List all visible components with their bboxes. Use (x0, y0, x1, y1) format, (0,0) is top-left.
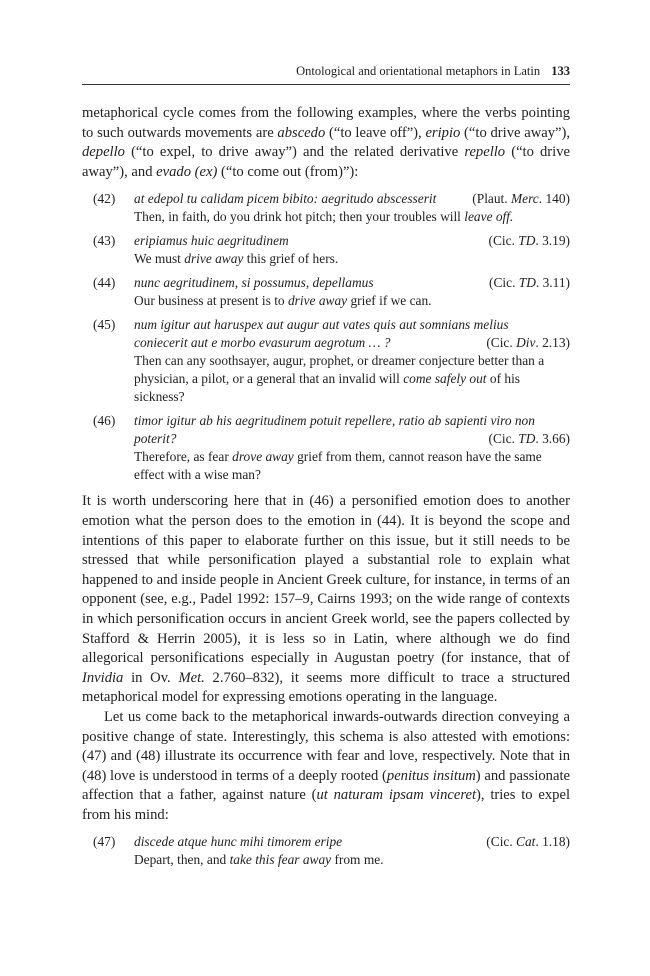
translation: Depart, then, and take this fear away from me. (134, 852, 384, 868)
example-46 (82, 412, 570, 484)
text-run: (“to drive away”), (460, 124, 570, 141)
latin-quote: nunc aegritudinem, si possumus, depellamus (134, 275, 374, 291)
example-47 (82, 833, 570, 869)
example-43 (82, 232, 570, 268)
latin-term: eripio (425, 124, 461, 141)
latin-term: depello (82, 144, 125, 161)
example-number: (42) (93, 191, 116, 207)
translation: We must drive away this grief of hers. (134, 251, 339, 267)
citation: (Cic. TD. 3.19) (488, 233, 570, 249)
latin-term: repello (464, 144, 506, 161)
latin-term: abscedo (277, 124, 326, 141)
text-run: ) and passionate affection that a father, against nature ( (82, 767, 570, 804)
text-run: metaphorical cycle comes from the following examples, where the verbs pointing to such outwards movements are (82, 105, 570, 141)
latin-term: evado (ex) (156, 163, 218, 180)
example-number: (45) (93, 317, 116, 333)
page-body (82, 104, 570, 875)
translation: Our business at present is to drive away grief if we can. (134, 293, 432, 309)
text-run: (“to come out (from)”): (217, 163, 359, 180)
latin-quote: at edepol tu calidam picem bibito: aegritudo abscesserit (134, 191, 437, 207)
latin-term: Met. (178, 669, 205, 686)
example-45 (82, 316, 570, 406)
text-run: Let us come back to the metaphorical inwards-outwards direction conveying a positive change of state. Interestingly, this schema is also attested with emotions: (47) and (48) illustrate its occurrence with fear and love, respectively. Note that in (48) love is understood in terms of a deeply rooted ( (82, 708, 570, 784)
text-run: 2.760–832), it seems more difficult to trace a structured metaphorical model for expressing emotions operating in the language. (82, 669, 570, 706)
text-run: ), tries to expel from his mind: (82, 787, 570, 823)
latin-quote: coniecerit aut e morbo evasurum aegrotum … ? (134, 335, 391, 351)
latin-term: Invidia (82, 669, 124, 686)
text-run: (“to leave off”), (325, 124, 426, 141)
body-paragraph-3 (82, 708, 570, 826)
latin-quote: poterit? (134, 431, 177, 447)
text-run: It is worth underscoring here that in (46) a personified emotion does to another emotion what the person does to the emotion in (44). It is beyond the scope and intentions of this paper to elaborate further on this issue, but it still needs to be stressed that while personification played a substantial role to explain what happened to and inside people in Ancient Greek culture, for instance, in terms of an opponent (see, e.g., Padel 1992: 157–9, Cairns 1993; on the wide range of contexts in which personification occurs in ancient Greek world, see the papers collected by Stafford & Herrin 2005), it is less so in Latin, where although we do find allegorical personifications especially in Augustan poetry (for instance, that of (82, 493, 570, 667)
latin-quote-line: timor igitur ab his aegritudinem potuit repellere, ratio ab sapienti viro non (134, 413, 535, 429)
latin-term: penitus insitum (386, 767, 476, 784)
example-number: (44) (93, 275, 116, 291)
latin-quote-line: num igitur aut haruspex aut augur aut vates quis aut somnians melius (134, 317, 509, 333)
latin-term: ut naturam ipsam vinceret (316, 787, 477, 804)
example-number: (43) (93, 233, 116, 249)
citation: (Cic. TD. 3.11) (489, 275, 570, 291)
citation: (Cic. Cat. 1.18) (486, 834, 570, 850)
running-title: Ontological and orientational metaphors in Latin (296, 64, 541, 78)
text-run: (“to drive away”), and (82, 144, 570, 180)
running-header (82, 64, 570, 85)
translation: Therefore, as fear drove away grief from them, cannot reason have the same effect with a wise man? (134, 449, 542, 483)
text-run: in Ov. (123, 669, 179, 686)
example-number: (46) (93, 413, 116, 429)
example-number: (47) (93, 834, 116, 850)
latin-quote: eripiamus huic aegritudinem (134, 233, 289, 249)
example-42 (82, 190, 570, 226)
text-run: (“to expel, to drive away”) and the related derivative (124, 144, 465, 161)
translation: Then, in faith, do you drink hot pitch; then your troubles will leave off. (134, 209, 514, 225)
latin-quote: discede atque hunc mihi timorem eripe (134, 834, 343, 850)
body-paragraph-2 (82, 492, 570, 708)
example-44 (82, 274, 570, 310)
citation: (Cic. Div. 2.13) (486, 335, 570, 351)
intro-paragraph (82, 104, 570, 182)
translation: Then can any soothsayer, augur, prophet, or dreamer conjecture better than a physician, a pilot, or a general that an invalid will come safely out of his sickness? (134, 353, 545, 405)
page-number: 133 (551, 64, 570, 78)
citation: (Cic. TD. 3.66) (488, 431, 570, 447)
citation: (Plaut. Merc. 140) (472, 191, 570, 207)
